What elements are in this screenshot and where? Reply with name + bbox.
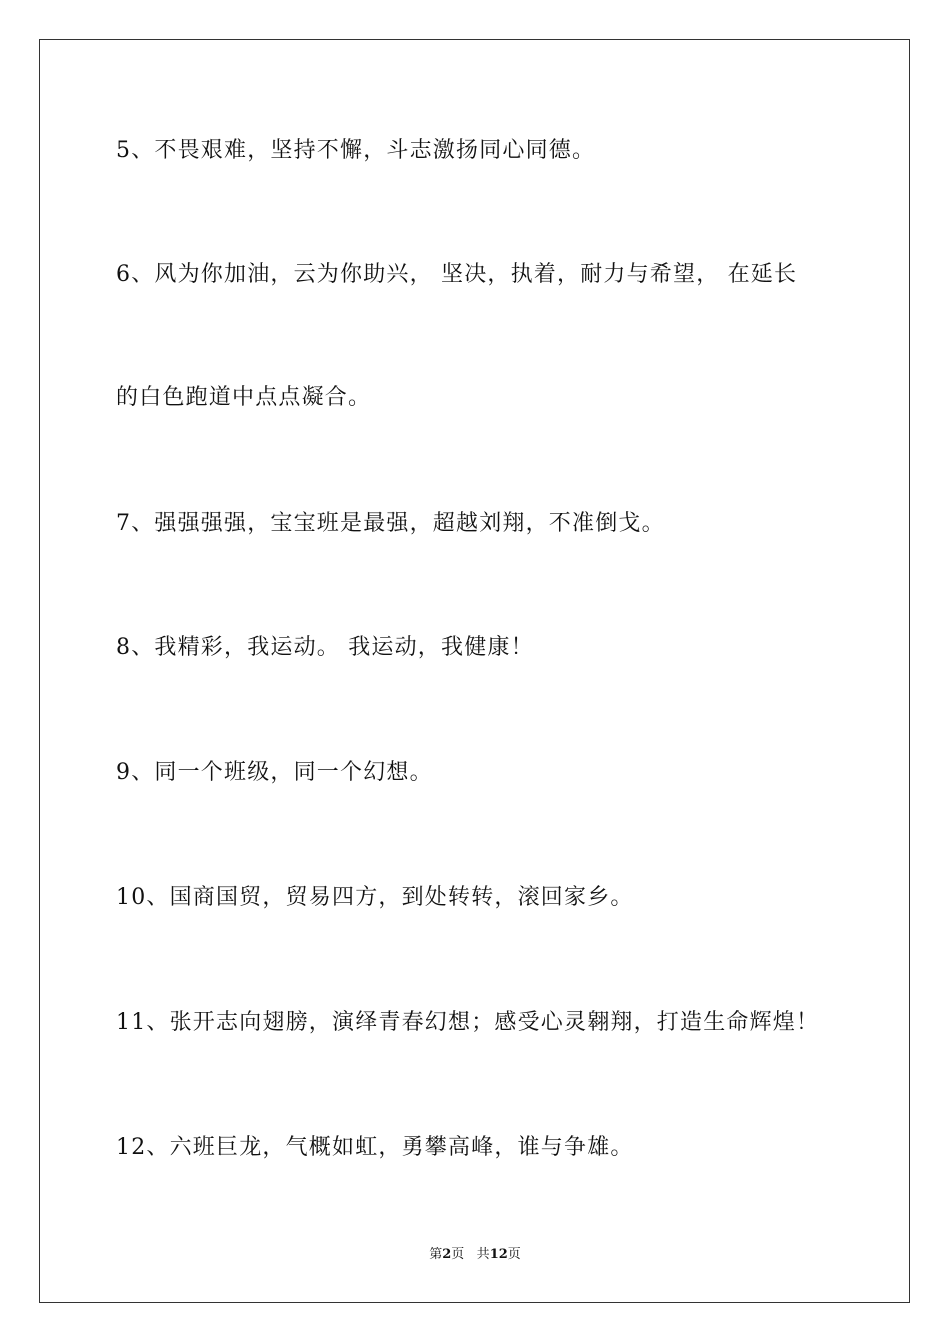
slogan-line-6: 6、风为你加油，云为你助兴， 坚决，执着，耐力与希望， 在延长	[116, 262, 798, 287]
total-pages: 12	[489, 1247, 508, 1262]
slogan-line-6-continued: 的白色跑道中点点凝合。	[116, 385, 372, 410]
slogan-line-8: 8、我精彩，我运动。 我运动，我健康！	[116, 635, 534, 660]
page-number: 2	[442, 1247, 452, 1262]
page-footer	[0, 1246, 950, 1264]
slogan-line-10: 10、国商国贸，贸易四方，到处转转，滚回家乡。	[116, 885, 634, 910]
slogan-line-5: 5、不畏艰难，坚持不懈，斗志激扬同心同德。	[116, 138, 596, 163]
total-suffix: 页	[507, 1247, 521, 1262]
total-prefix: 共	[476, 1247, 490, 1262]
slogan-line-11: 11、张开志向翅膀，演绎青春幻想；感受心灵翱翔，打造生命辉煌！	[116, 1010, 820, 1035]
slogan-line-7: 7、强强强强，宝宝班是最强，超越刘翔，不准倒戈。	[116, 511, 665, 536]
slogan-line-9: 9、同一个班级，同一个幻想。	[116, 760, 433, 785]
slogan-line-12: 12、六班巨龙，气概如虹，勇攀高峰，谁与争雄。	[116, 1135, 634, 1160]
page-border	[39, 39, 910, 1303]
page-prefix: 第	[429, 1247, 443, 1262]
page-suffix: 页	[451, 1247, 465, 1262]
